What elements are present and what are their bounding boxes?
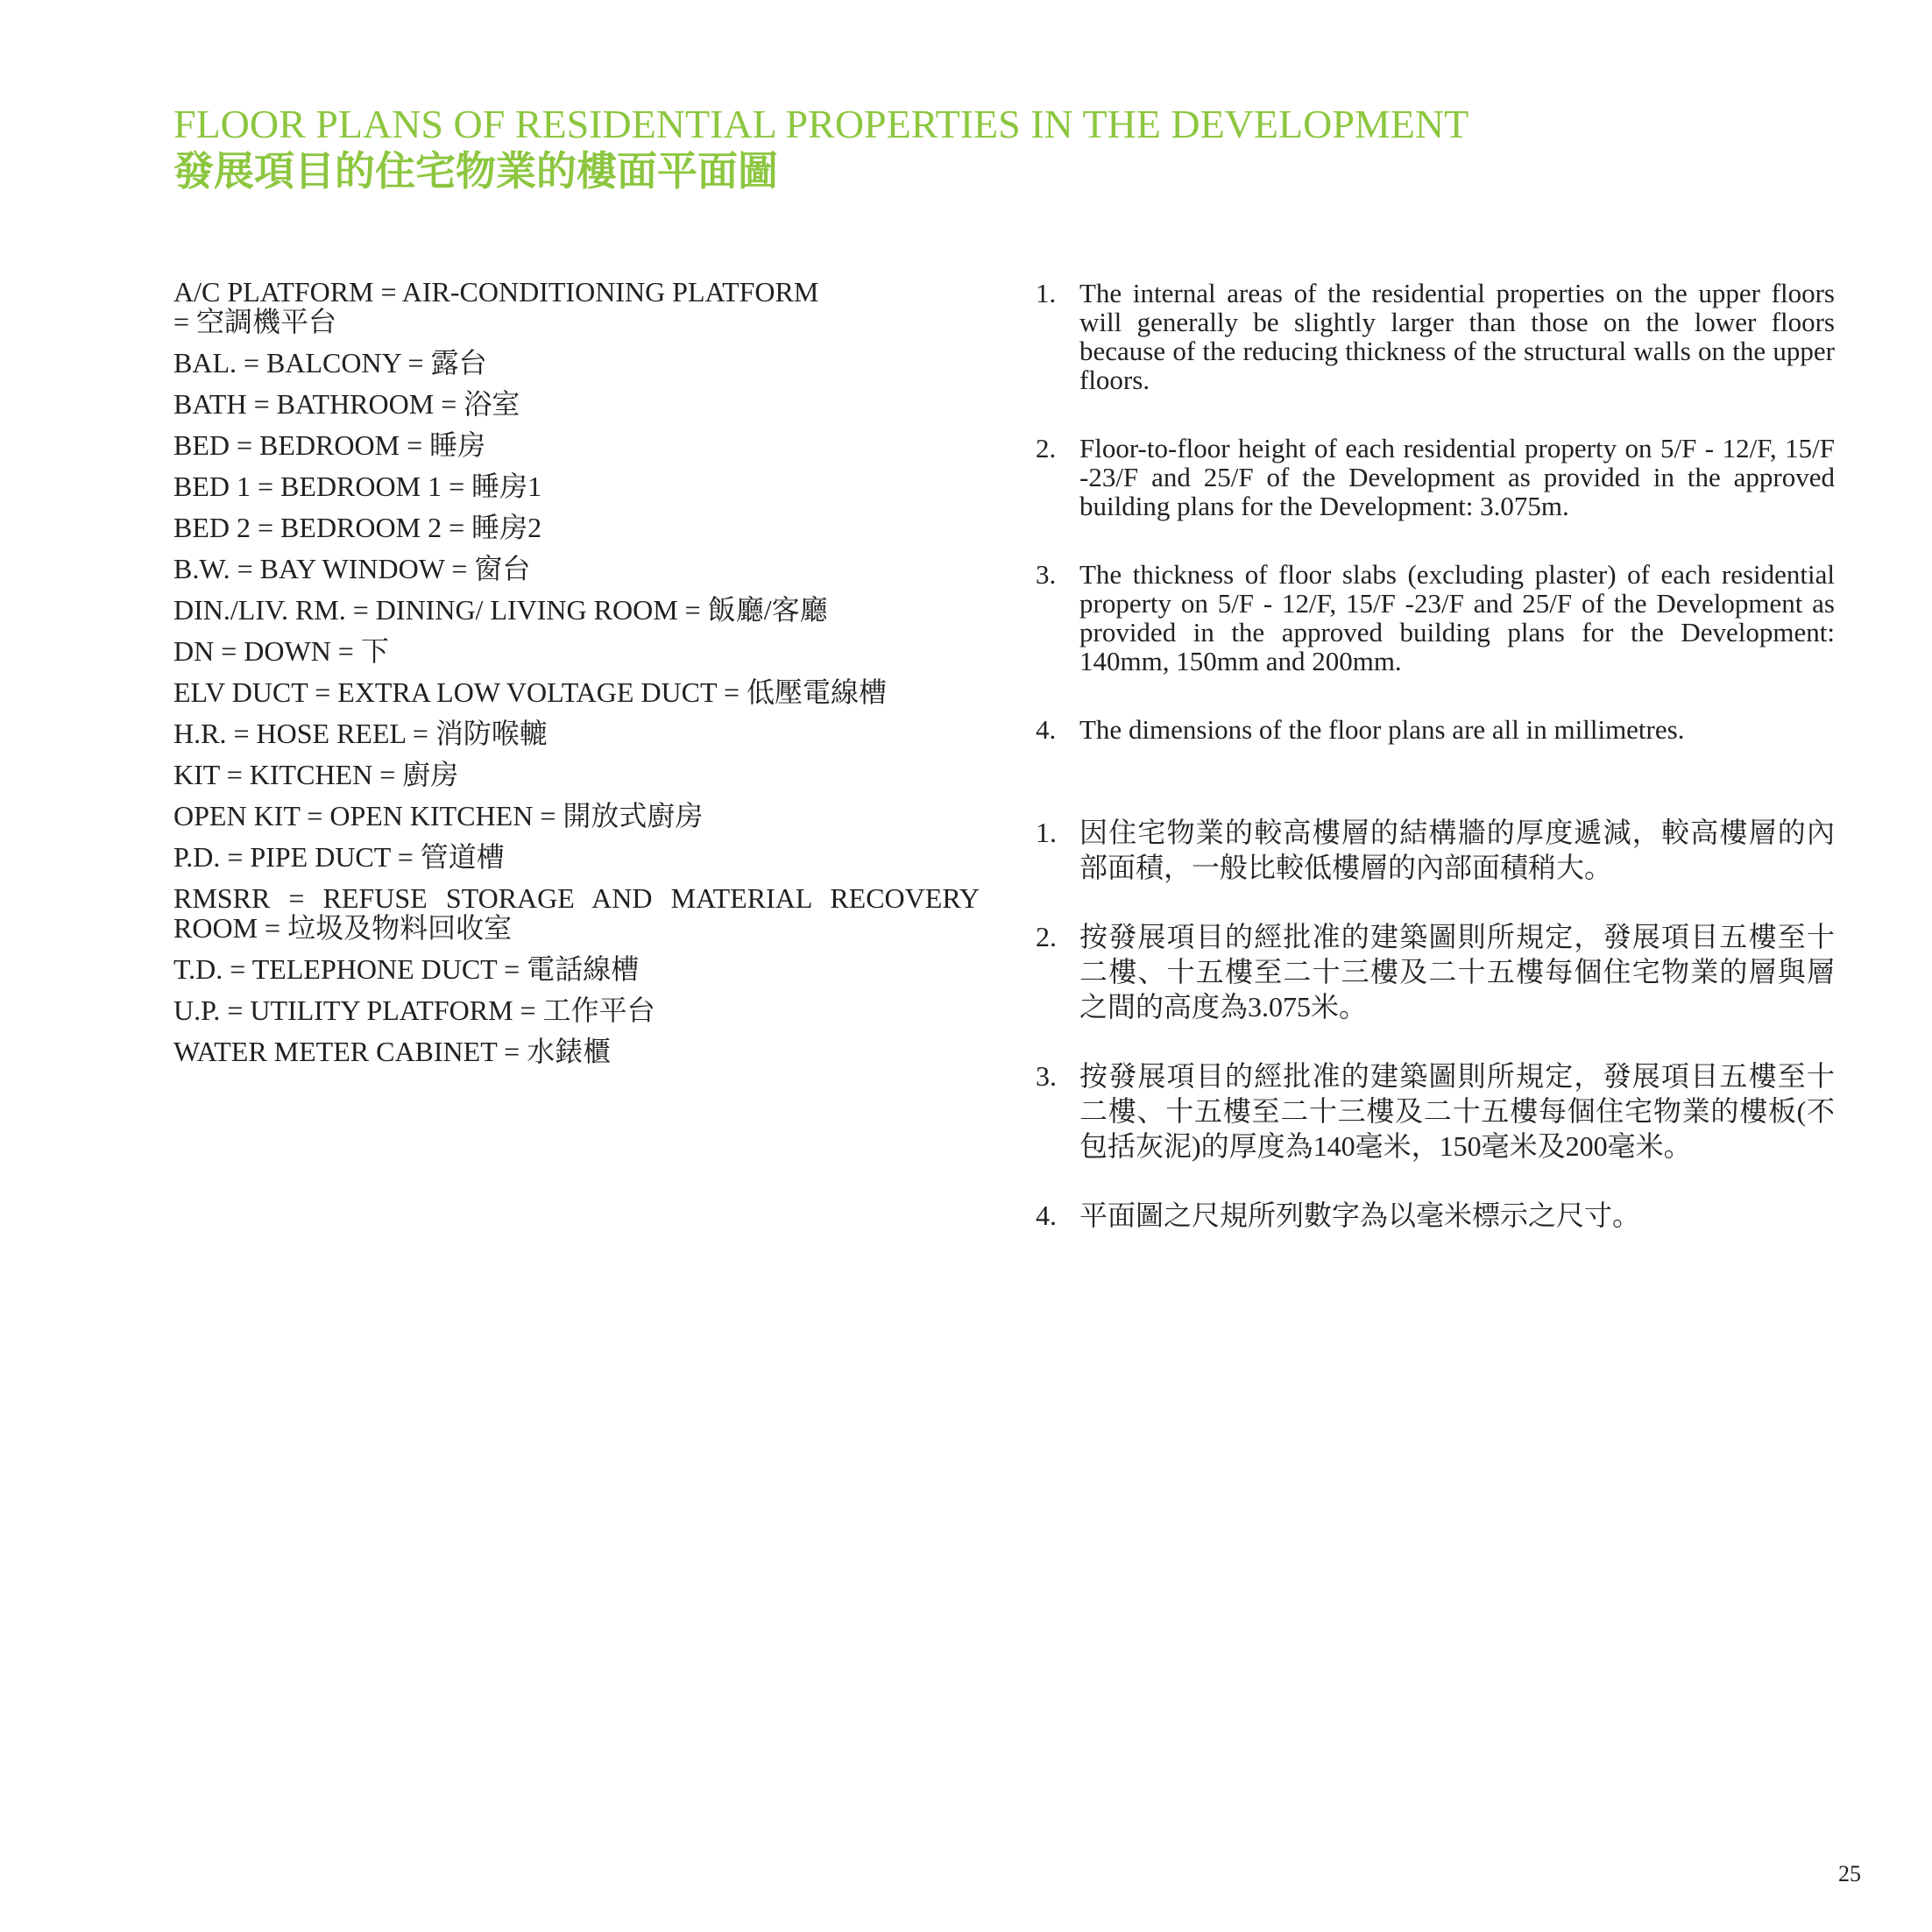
legend-item: BED = BEDROOM = 睡房: [173, 429, 486, 461]
page-title-en: FLOOR PLANS OF RESIDENTIAL PROPERTIES IN THE DEVELOPMENT: [173, 102, 1469, 146]
note-item: [1036, 919, 1835, 1024]
legend-item: B.W. = BAY WINDOW = 窗台: [173, 553, 531, 584]
notes-chinese: [1036, 815, 1835, 1267]
note-item: [1036, 1198, 1835, 1233]
legend-item: U.P. = UTILITY PLATFORM = 工作平台: [173, 994, 655, 1026]
note-item: [1036, 815, 1835, 885]
legend-item: BED 2 = BEDROOM 2 = 睡房2: [173, 512, 542, 543]
note-number: 4.: [1036, 1200, 1057, 1231]
legend-item: WATER METER CABINET = 水錶櫃: [173, 1036, 612, 1067]
legend-item: P.D. = PIPE DUCT = 管道槽: [173, 841, 505, 873]
note-number: 3.: [1036, 559, 1057, 590]
note-text: The internal areas of the residential properties on the upper floors will generally be slightly larger than those on the lower floors because of the reducing thickness of the structural walls on the upper floors.: [1079, 278, 1835, 395]
legend-item: DIN./LIV. RM. = DINING/ LIVING ROOM = 飯廳/客廳: [173, 594, 828, 626]
note-number: 1.: [1036, 817, 1057, 848]
legend-item: RMSRR = REFUSE STORAGE AND MATERIAL RECOVERY ROOM = 垃圾及物料回收室: [173, 882, 980, 944]
note-item: [1036, 1058, 1835, 1164]
legend-item: BED 1 = BEDROOM 1 = 睡房1: [173, 471, 542, 502]
note-item: [1036, 434, 1835, 520]
note-text: 因住宅物業的較高樓層的結構牆的厚度遞減，較高樓層的內部面積，一般比較低樓層的內部面積稍大。: [1079, 817, 1835, 883]
note-number: 3.: [1036, 1060, 1057, 1092]
note-text: The thickness of floor slabs (excluding plaster) of each residential property on 5/F - 12/F, 15/F -23/F and 25/F of the Development as provided in the approved building plans for the Development: 140mm, 150mm and 200mm.: [1079, 559, 1835, 676]
legend-item: A/C PLATFORM = AIR-CONDITIONING PLATFORM = 空調機平台: [173, 276, 819, 337]
note-text: 按發展項目的經批准的建築圖則所規定，發展項目五樓至十二樓、十五樓至二十三樓及二十五樓每個住宅物業的樓板(不包括灰泥)的厚度為140毫米，150毫米及200毫米。: [1079, 1060, 1835, 1162]
note-number: 2.: [1036, 433, 1057, 464]
legend-item: DN = DOWN = 下: [173, 635, 389, 667]
page-number: 25: [1838, 1861, 1861, 1886]
note-item: [1036, 715, 1835, 744]
note-text: 平面圖之尺規所列數字為以毫米標示之尺寸。: [1079, 1200, 1641, 1231]
legend-item: KIT = KITCHEN = 廚房: [173, 759, 459, 790]
legend-item: T.D. = TELEPHONE DUCT = 電話線槽: [173, 953, 640, 985]
note-text: Floor-to-floor height of each residential property on 5/F - 12/F, 15/F -23/F and 25/F of the Development as provided in the approved building plans for the Development: 3.075m.: [1079, 433, 1835, 521]
note-number: 1.: [1036, 278, 1057, 308]
note-text: 按發展項目的經批准的建築圖則所規定，發展項目五樓至十二樓、十五樓至二十三樓及二十五樓每個住宅物業的層與層之間的高度為3.075米。: [1079, 921, 1835, 1023]
note-item: [1036, 560, 1835, 676]
note-text: The dimensions of the floor plans are all in millimetres.: [1079, 714, 1685, 745]
page-title-zh: 發展項目的住宅物業的樓面平面圖: [173, 149, 778, 194]
notes-english: [1036, 279, 1835, 783]
legend-item: BAL. = BALCONY = 露台: [173, 347, 487, 379]
legend-item: H.R. = HOSE REEL = 消防喉轆: [173, 718, 548, 749]
abbreviation-legend: [173, 277, 980, 1078]
legend-item: BATH = BATHROOM = 浴室: [173, 388, 520, 420]
note-number: 2.: [1036, 921, 1057, 952]
legend-item: OPEN KIT = OPEN KITCHEN = 開放式廚房: [173, 800, 704, 832]
note-number: 4.: [1036, 714, 1057, 745]
legend-item: ELV DUCT = EXTRA LOW VOLTAGE DUCT = 低壓電線槽: [173, 676, 888, 708]
note-item: [1036, 279, 1835, 394]
